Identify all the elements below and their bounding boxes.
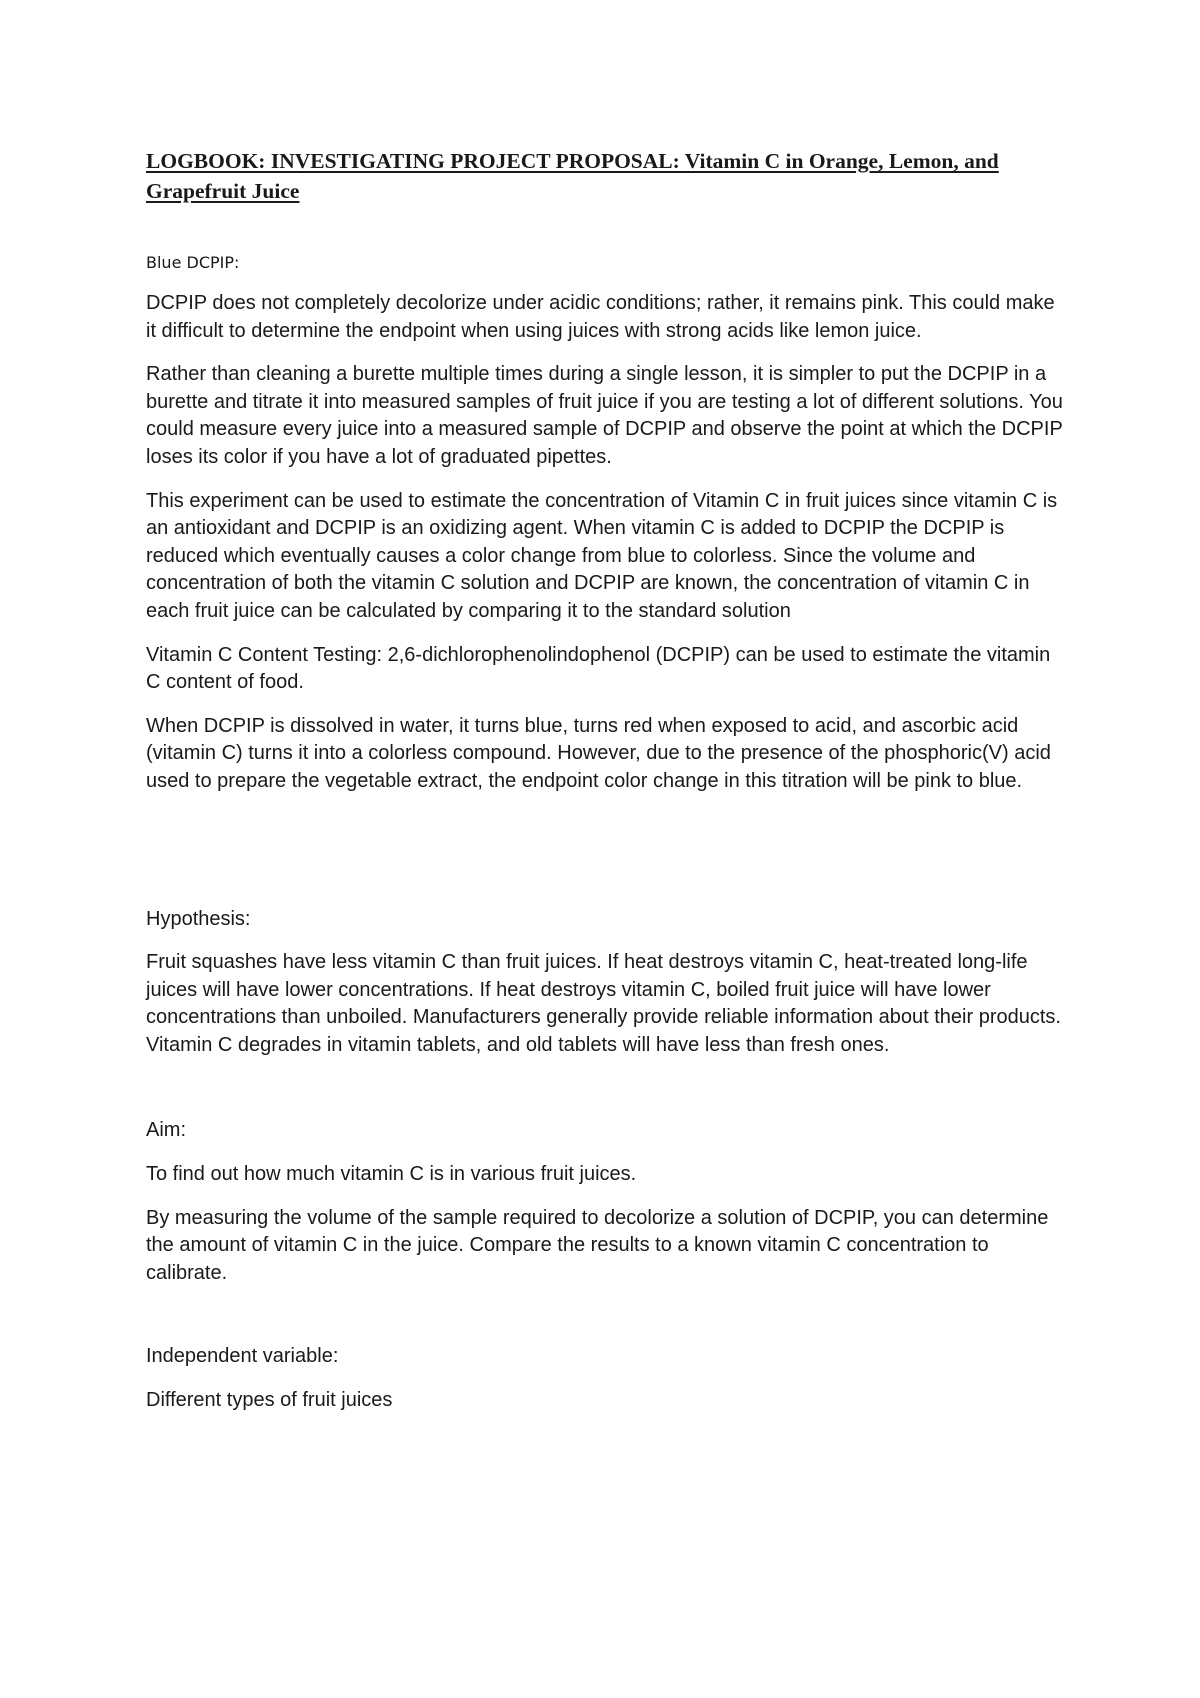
- paragraph-experiment-principle: This experiment can be used to estimate the concentration of Vitamin C in fruit juices since vitamin C is an antioxidant and DCPIP is an oxidizing agent. When vitamin C is added to DCPIP the DCPIP is reduced which eventually causes a color change from blue to colorless. Since the volume and concentration of both the vitamin C solution and DCPIP are known, the concentration of vitamin C in each fruit juice can be calculated by comparing it to the standard solution: [146, 489, 1058, 622]
- hypothesis-text: Fruit squashes have less vitamin C than fruit juices. If heat destroys vitamin C, heat-treated long-life juices will have lower concentrations. If heat destroys vitamin C, boiled fruit juice will have lower concentrations than unboiled. Manufacturers generally provide reliable information about their products. Vitamin C degrades in vitamin tablets, and old tablets will have less than fresh ones.: [146, 951, 1061, 1056]
- aim-line-2: By measuring the volume of the sample required to decolorize a solution of DCPIP, you can determine the amount of vitamin C in the juice. Compare the results to a known vitamin C concentration to calibrate.: [146, 1206, 1049, 1284]
- independent-variable-heading: Independent variable:: [146, 1345, 339, 1368]
- document-body: [146, 146, 1066, 1431]
- paragraph-acidic-conditions: DCPIP does not completely decolorize under acidic conditions; rather, it remains pink. This could make it difficult to determine the endpoint when using juices with strong acids like lemon juice.: [146, 292, 1055, 342]
- paragraph-color-change: When DCPIP is dissolved in water, it turns blue, turns red when exposed to acid, and ascorbic acid (vitamin C) turns it into a colorless compound. However, due to the presence of the phosphoric(V) acid used to prepare the vegetable extract, the endpoint color change in this titration will be pink to blue.: [146, 714, 1051, 792]
- paragraph-burette-method: Rather than cleaning a burette multiple times during a single lesson, it is simpler to put the DCPIP in a burette and titrate it into measured samples of fruit juice if you are testing a lot of different solutions. You could measure every juice into a measured sample of DCPIP and observe the point at which the DCPIP loses its color if you have a lot of graduated pipettes.: [146, 363, 1063, 468]
- subheading-blue-dcpip: Blue DCPIP:: [146, 253, 240, 272]
- aim-line-1: To find out how much vitamin C is in various fruit juices.: [146, 1163, 637, 1186]
- document-title: LOGBOOK: INVESTIGATING PROJECT PROPOSAL: Vitamin C in Orange, Lemon, and Grapefruit Juice: [146, 149, 999, 203]
- hypothesis-heading: Hypothesis:: [146, 907, 251, 930]
- paragraph-content-testing: Vitamin C Content Testing: 2,6-dichlorophenolindophenol (DCPIP) can be used to estimate the vitamin C content of food.: [146, 643, 1051, 694]
- independent-variable-text: Different types of fruit juices: [146, 1389, 393, 1412]
- aim-heading: Aim:: [146, 1119, 186, 1142]
